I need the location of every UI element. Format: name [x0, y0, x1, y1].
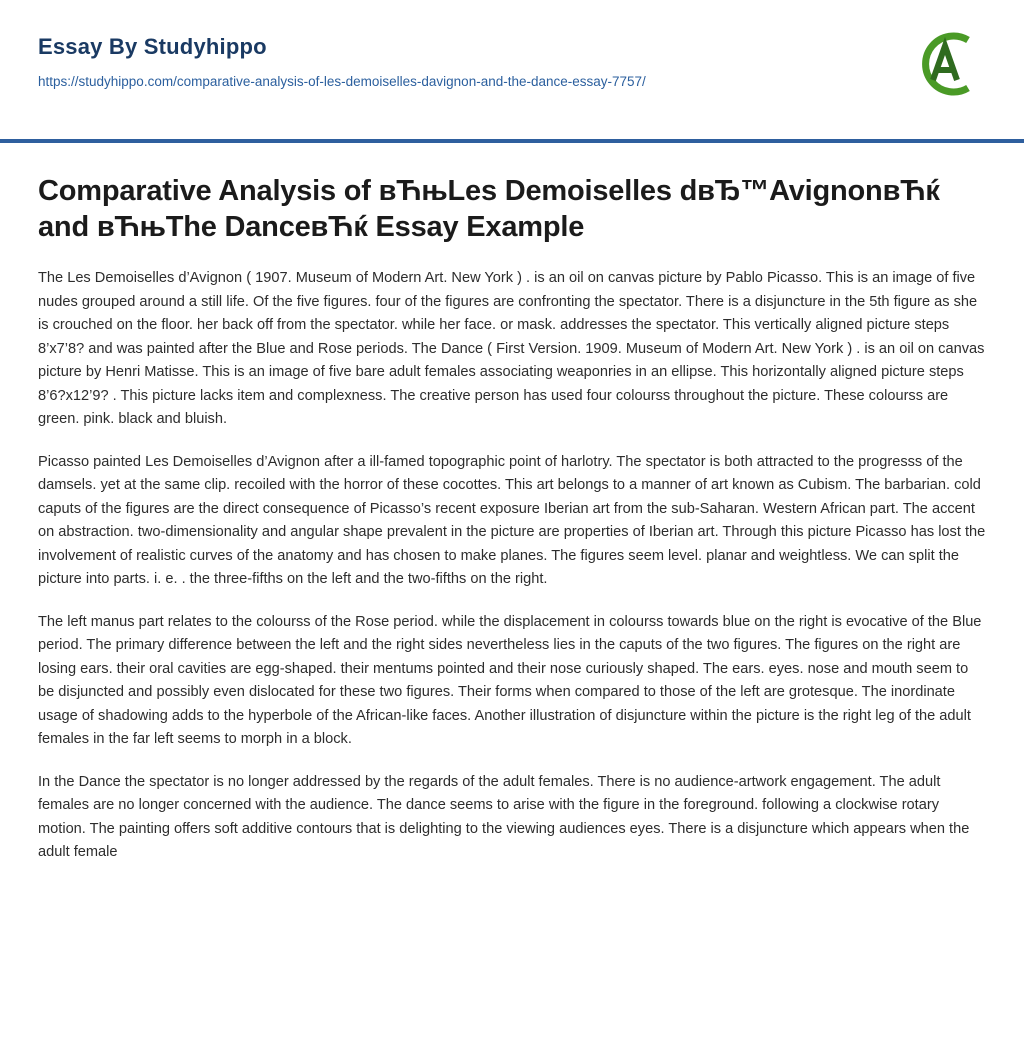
- page-title: Comparative Analysis of вЋњLes Demoiselles dвЂ™AvignonвЋќ and вЋњThe DanceвЋќ Essay Example: [38, 175, 940, 243]
- article-content: [0, 143, 1024, 865]
- page-header: [0, 0, 1024, 139]
- paragraph: Picasso painted Les Demoiselles d’Avignon after a ill-famed topographic point of harlotry. The spectator is both attracted to the progresss of the damsels. yet at the same clip. recoiled with the horror of these cocottes. This art belongs to a manner of art known as Cubism. The barbarian. cold caputs of the figures are the direct consequence of Picasso’s recent exposure Iberian art from the sub-Saharan. Western African part. The accent on abstraction. two-dimensionality and angular shape prevalent in the picture are properties of Iberian art. Through this picture Picasso has lost the involvement of realistic curves of the anatomy and has chosen to make planes. The figures seem level. planar and weightless. We can split the picture into parts. i. e. . the three-fifths on the left and the two-fifths on the right.: [38, 453, 986, 587]
- studyhippo-a-logo-icon: [910, 28, 982, 100]
- paragraph: The left manus part relates to the colourss of the Rose period. while the displacement in colourss towards blue on the right is evocative of the Blue period. The primary difference between the left and the right sides nevertheless lies in the caputs of the two figures. The figures on the right are losing ears. their oral cavities are egg-shaped. their mentums pointed and their nose curiously shaped. The ears. eyes. nose and mouth seem to be disjuncted and possibly even dislocated for these two figures. Their forms when compared to those of the left are grotesque. The inordinate usage of shadowing adds to the hyperbole of the African-like faces. Another illustration of disjuncture within the picture is the right leg of the adult females in the far left seems to morph in a block.: [38, 613, 982, 747]
- paragraph: The Les Demoiselles d’Avignon ( 1907. Museum of Modern Art. New York ) . is an oil on canvas picture by Pablo Picasso. This is an image of five nudes grouped around a still life. Of the five figures. four of the figures are confronting the spectator. There is a disjuncture in the 5th figure as she is crouched on the floor. her back off from the spectator. while her face. or mask. addresses the spectator. This vertically aligned picture steps 8’x7’8? and was painted after the Blue and Rose periods. The Dance ( First Version. 1909. Museum of Modern Art. New York ) . is an oil on canvas picture by Henri Matisse. This is an image of five bare adult females associating weaponries in an ellipse. This horizontally aligned picture steps 8’6?x12’9? . This picture lacks item and complexness. The creative person has used four colourss throughout the picture. These colourss are green. pink. black and bluish.: [38, 270, 985, 427]
- paragraph: In the Dance the spectator is no longer addressed by the regards of the adult females. There is no audience-artwork engagement. The adult females are no longer concerned with the audience. The dance seems to arise with the figure in the foreground. following a clockwise rotary motion. The painting offers soft additive contours that is delighting to the viewing audiences eyes. There is a disjuncture which appears when the adult female: [38, 773, 970, 860]
- source-url[interactable]: https://studyhippo.com/comparative-analysis-of-les-demoiselles-davignon-and-the-dance-essay-7757/: [38, 74, 646, 89]
- site-brand: Essay By Studyhippo: [38, 34, 267, 59]
